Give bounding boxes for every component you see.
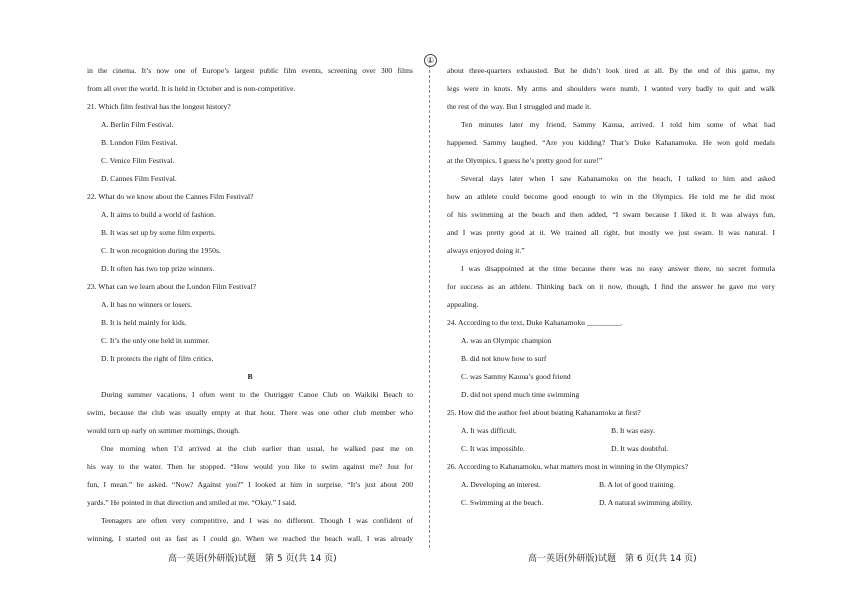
- q25-option-d: D. It was doubtful.: [611, 444, 669, 453]
- text-line: swim, because the club was usually empty at that hour. There was one other club member who: [87, 408, 413, 417]
- text-line: During summer vacations, I often went to the Outrigger Canoe Club on Waikiki Beach to: [101, 390, 413, 399]
- text-line: fun, I mean.” he asked. “Now? Against you?” I looked at him in surprise. “It’s just about 200: [87, 480, 413, 489]
- text-line: 21. Which film festival has the longest history?: [87, 102, 231, 111]
- answer-option: C. It’s the only one held in summer.: [101, 336, 210, 345]
- answer-option: D. It often has two top prize winners.: [101, 264, 215, 273]
- q24-option-a: A. was an Olympic champion: [461, 336, 552, 345]
- footer-page-5: 高一英语(外研版)试题 第 5 页(共 14 页): [168, 554, 337, 564]
- text-line: appealing.: [447, 300, 479, 309]
- q25-option-a: A. It was difficult.: [461, 426, 517, 435]
- text-line: winning, I started out as fast as I could go. When we reached the beach wall, I was already: [87, 534, 413, 543]
- q26-option-b: B. A lot of good training.: [599, 480, 676, 489]
- text-line: Teenagers are often very competitive, and I was no different. Though I was confident of: [101, 516, 413, 525]
- answer-option: B. It is held mainly for kids.: [101, 318, 187, 327]
- text-line: happened. Sammy laughed. “Are you kidding? That’s Duke Kahanamoku. He won gold medals: [447, 138, 775, 147]
- answer-option: C. Venice Film Festival.: [101, 156, 175, 165]
- q26-options-row1: [447, 476, 775, 494]
- footer-page-6: 高一英语(外研版)试题 第 6 页(共 14 页): [528, 554, 697, 564]
- answer-option: B. London Film Festival.: [101, 138, 178, 147]
- text-line: and I was pretty good at it. We trained all right, but mostly we just swam. It was natural. I: [447, 228, 775, 237]
- q25-stem: 25. How did the author feel about beating Kahanamoku at first?: [447, 408, 641, 417]
- text-line: yards.” He pointed in that direction and smiled at me. “Okay.” I said.: [87, 498, 297, 507]
- q25-option-c: C. It was impossible.: [461, 444, 525, 453]
- q26-options-row2: [447, 494, 775, 512]
- q26-stem: 26. According to Kahanamoku, what matters most in winning in the Olympics?: [447, 462, 689, 471]
- section-heading: B: [247, 372, 253, 381]
- text-line: One morning when I’d arrived at the club earlier than usual, he walked past me on: [101, 444, 413, 453]
- answer-option: D. Cannes Film Festival.: [101, 174, 177, 183]
- text-line: I was disappointed at the time because there was no easy answer there, no secret formula: [461, 264, 775, 273]
- q25-options-row1: [447, 422, 775, 440]
- answer-option: A. It has no winners or losers.: [101, 300, 193, 309]
- answer-option: B. It was set up by some film experts.: [101, 228, 216, 237]
- answer-option: A. Berlin Film Festival.: [101, 120, 174, 129]
- text-line: from all over the world. It is held in October and is non-competitive.: [87, 84, 296, 93]
- text-line: 23. What can we learn about the London Film Festival?: [87, 282, 256, 291]
- text-line: in the cinema. It’s now one of Europe’s largest public film events, screening over 300 films: [87, 66, 413, 75]
- q26-option-c: C. Swimming at the beach.: [461, 498, 544, 507]
- page-marker-icon: ①: [424, 54, 437, 67]
- left-column: [87, 62, 413, 548]
- text-line: would turn up early on summer mornings, though.: [87, 426, 240, 435]
- q24-option-b: B. did not know how to surf: [461, 354, 547, 363]
- q24-option-c: C. was Sammy Kauua’s good friend: [461, 372, 571, 381]
- q24-option-d: D. did not spend much time swimming: [461, 390, 580, 399]
- q25-options-row2: [447, 440, 775, 458]
- answer-option: C. It won recognition during the 1950s.: [101, 246, 221, 255]
- text-line: of his swimming at the beach and then added, “I swam because I liked it. It was always fun,: [447, 210, 775, 219]
- text-line: how an athlete could become good enough to win in the Olympics. He told me he did most: [447, 192, 775, 201]
- right-column: [447, 62, 775, 512]
- q26-option-d: D. A natural swimming ability.: [599, 498, 693, 507]
- text-line: always enjoyed doing it.”: [447, 246, 525, 255]
- answer-option: A. It aims to build a world of fashion.: [101, 210, 216, 219]
- text-line: his way to the water. Then he stopped. “How would you like to swim against me? Just for: [87, 462, 413, 471]
- text-line: 22. What do we know about the Cannes Film Festival?: [87, 192, 254, 201]
- text-line: for success as an athlete. Thinking back on it now, though, I find the answer he gave me very: [447, 282, 775, 291]
- q25-option-b: B. It was easy.: [611, 426, 656, 435]
- answer-option: D. It protects the right of film critics.: [101, 354, 214, 363]
- text-line: Several days later when I saw Kahanamoku on the beach, I talked to him and asked: [461, 174, 775, 183]
- text-line: at the Olympics. I guess he’s pretty good for sure!”: [447, 156, 603, 165]
- text-line: 24. According to the text, Duke Kahanamoku _________.: [447, 318, 623, 327]
- column-divider: [429, 60, 430, 548]
- text-line: legs were in knots. My arms and shoulders were numb. I wanted very badly to quit and walk: [447, 84, 775, 93]
- text-line: about three-quarters exhausted. But he didn’t look tired at all. By the end of this game, my: [447, 66, 775, 75]
- text-line: the rest of the way. But I struggled and made it.: [447, 102, 592, 111]
- text-line: Ten minutes later my friend, Sammy Kauua, arrived. I told him some of what had: [461, 120, 775, 129]
- q26-option-a: A. Developing an interest.: [461, 480, 541, 489]
